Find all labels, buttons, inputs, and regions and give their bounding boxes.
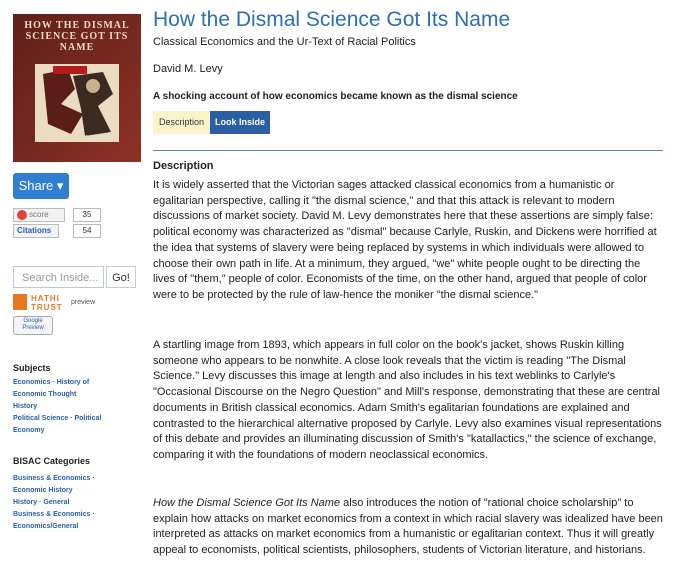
book-cover-image[interactable] <box>13 14 141 162</box>
book-author[interactable]: David M. Levy <box>153 63 223 75</box>
cover-title-text: HOW THE DISMAL SCIENCE GOT ITS NAME <box>24 20 130 53</box>
subject-link[interactable]: Political Science · Political <box>13 415 102 422</box>
hathitrust-preview-label: preview <box>71 299 96 306</box>
citations-label: Citations <box>13 224 59 238</box>
search-go-button[interactable]: Go! <box>106 266 136 288</box>
bisac-link[interactable]: Business & Economics · <box>13 511 95 518</box>
book-subtitle: Classical Economics and the Ur-Text of Racial Politics <box>153 36 416 48</box>
bisac-link[interactable]: Economic History <box>13 487 73 494</box>
divider <box>153 150 663 151</box>
google-preview-line2: Preview <box>22 325 44 331</box>
book-title-italic: How the Dismal Science Got Its Name <box>153 497 341 509</box>
description-paragraph-3-text: also introduces the notion of "rational choice scholarship" to explain how attacks on market economics from a context in which racial slavery was idealized have been interpreted as attacks on market economics from a humanistic or egalitarian context. Thus it will greatly appeal to economists, political scientists, philosophers, students of Victorian literature, and historians. <box>153 497 663 557</box>
google-preview-button[interactable] <box>13 316 53 335</box>
tab-look-inside[interactable]: Look Inside <box>210 111 270 134</box>
description-heading: Description <box>153 160 214 172</box>
bisac-link[interactable]: Economics/General <box>13 523 79 530</box>
citations-count: 54 <box>73 224 101 238</box>
bisac-link[interactable]: History · General <box>13 499 70 506</box>
cover-author-text: DAVID M. LEVY <box>47 134 107 143</box>
hathitrust-label-line1: HATHI <box>31 294 60 303</box>
book-title: How the Dismal Science Got Its Name <box>153 8 511 31</box>
subject-link[interactable]: Economics · History of <box>13 379 90 386</box>
altmetric-score-label: score <box>13 208 65 222</box>
share-button[interactable]: Share ▾ <box>13 173 69 199</box>
description-paragraph-3 <box>153 496 665 559</box>
bisac-link[interactable]: Business & Economics · <box>13 475 95 482</box>
description-paragraph-1: It is widely asserted that the Victorian sages attacked classical economics from a humanistic or egalitarian perspective, calling it "the dismal science," and that this attack is relevant to modern discussions of market society. David M. Levy demonstrates here that these assertions are simply false: political economy was characterized as "dismal" because Carlyle, Ruskin, and Dickens were horrified at the idea that systems of slavery were being replaced by systems in which individuals were allowed to choose their own path in life. At a minimum, they argued, "we" white people ought to be directing the lives of "them," people of color. Economists of the time, on the other hand, argued that people of color were to be protected by the rule of law-hence the moniker "the dismal science." <box>153 179 657 301</box>
bisac-heading: BISAC Categories <box>13 456 91 466</box>
hathitrust-icon <box>13 294 27 310</box>
subjects-heading: Subjects <box>13 363 51 373</box>
hathitrust-preview-link[interactable] <box>13 294 103 314</box>
altmetric-icon <box>17 210 27 220</box>
subject-link[interactable]: Economy <box>13 427 45 434</box>
google-preview-line1: Google <box>23 318 43 324</box>
book-tagline: A shocking account of how economics became known as the dismal science <box>153 91 518 102</box>
subject-link[interactable]: Economic Thought <box>13 391 77 398</box>
description-paragraph-2: A startling image from 1893, which appears in full color on the book's jacket, shows Ruskin killing someone who appears to be nonwhite. A close look reveals that the victim is reading "The Dismal Science." Levy discusses this image at length and also includes in his text weblinks to Carlyle's "Occasional Discourse on the Negro Question" and Mill's response, demonstrating that these are central documents in British classical economics. Adam Smith's egalitarian foundations are explained and contrasted to the hierarchical alternative proposed by Carlyle. Levy also examines visual representations of this debate and provides an illuminating discussion of Smith's "katallactics," the science of exchange, comparing it with the foundations of modern neoclassical economics. <box>153 339 662 461</box>
search-inside-input[interactable]: Search Inside... <box>13 266 104 288</box>
tab-description[interactable]: Description <box>153 111 210 134</box>
hathitrust-label-line2: TRUST <box>31 303 63 312</box>
altmetric-score-value: 35 <box>73 208 101 222</box>
subject-link[interactable]: History <box>13 403 38 410</box>
